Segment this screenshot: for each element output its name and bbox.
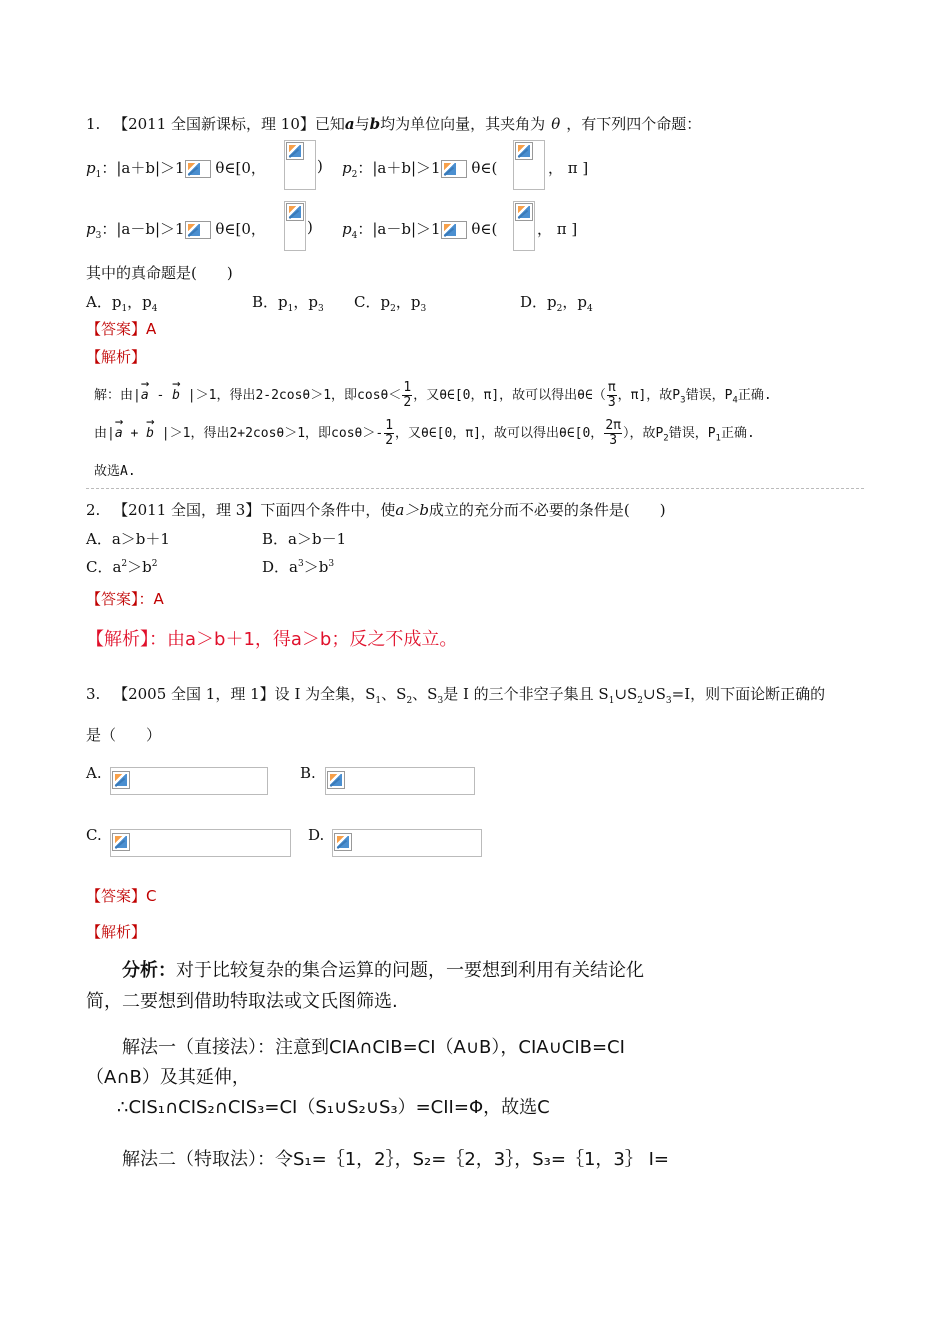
q3-analysis-line1: 分析：对于比较复杂的集合运算的问题，一要想到利用有关结论化 xyxy=(122,960,644,981)
broken-image-icon xyxy=(327,771,345,789)
q3-stem-line2: 是（ ） xyxy=(86,726,162,744)
q1-prop-p3: $p_3$：|a－b|＞1 θ∈[0， xyxy=(86,220,266,241)
q3-analysis-line2: 简，二要想到借助特取法或文氏图筛选. xyxy=(86,991,398,1012)
q3-option-d-image xyxy=(332,829,482,857)
q2-option-a: A．a＞b＋1 xyxy=(86,530,170,548)
broken-image-icon xyxy=(334,833,352,851)
q2-answer: 【答案】：A xyxy=(86,590,164,608)
divider xyxy=(86,488,864,489)
broken-image-icon xyxy=(185,221,211,239)
q1-solution-line3: 故选A. xyxy=(94,464,136,479)
q1-option-c: C．$p_2$，$p_3$ xyxy=(354,293,427,314)
q3-stem: 3. 【2005 全国 1，理 1】设 I 为全集，$S_1$、$S_2$、$S_3$是 I 的三个非空子集且 $S_1\cup S_2\cup S_3=I$，则下面论断正确的 xyxy=(86,685,826,706)
fraction: $\frac{2\pi}{3}$ xyxy=(605,418,621,448)
q3-method2-line1: 解法二（特取法）：令S₁=｛1，2｝，S₂=｛2，3｝，S₃=｛1，3｝ I= xyxy=(122,1149,669,1170)
fraction: $\frac{1}{2}$ xyxy=(403,380,412,410)
q3-option-a-label: A. xyxy=(86,764,102,782)
q1-p4-image-placeholder xyxy=(513,201,535,251)
q1-p3-image-placeholder xyxy=(284,201,306,251)
q2-option-d: D．$a^3>b^3$ xyxy=(262,558,335,576)
q3-analysis-label: 【解析】 xyxy=(86,923,147,941)
q3-option-b-image xyxy=(325,767,475,795)
broken-image-icon xyxy=(286,142,304,160)
q3-method1-line3: ∴CIS₁∩CIS₂∩CIS₃=CI（S₁∪S₂∪S₃）=CII=Φ，故选C xyxy=(117,1097,550,1118)
q1-p2-image-placeholder xyxy=(513,140,545,190)
q1-stem: 1. 【2011 全国新课标，理 10】已知a与b均为单位向量，其夹角为 θ ，有下列四个命题： xyxy=(86,115,702,133)
fraction: $\frac{1}{2}$ xyxy=(385,418,394,448)
q3-option-c-label: C. xyxy=(86,826,102,844)
broken-image-icon xyxy=(515,203,533,221)
q2-stem: 2. 【2011 全国，理 3】下面四个条件中，使a＞b成立的充分而不必要的条件是( ) xyxy=(86,501,666,519)
q1-prop-p2: $p_2$：|a＋b|＞1 θ∈( xyxy=(342,159,498,180)
q1-analysis-label: 【解析】 xyxy=(86,348,147,366)
q3-option-c-image xyxy=(110,829,291,857)
q1-option-a: A．$p_1$，$p_4$ xyxy=(86,293,158,314)
broken-image-icon xyxy=(441,221,467,239)
fraction: $\frac{\pi}{3}$ xyxy=(607,380,616,410)
q1-number: 1. xyxy=(86,115,101,133)
q1-p1-image-placeholder xyxy=(284,140,316,190)
q1-solution-line2: 由|→ a + → b |＞1，得出2+2cosθ＞1，即cosθ＞- $\frac{1}{2}$ ，又θ∈[0，π]，故可以得出θ∈[0， $\frac{2\pi}{3}$ ），故$P_2$错误，$P_1$正确. xyxy=(94,418,755,455)
q3-option-d-label: D. xyxy=(308,826,325,844)
q3-option-b-label: B. xyxy=(300,764,316,782)
q1-option-d: D．$p_2$，$p_4$ xyxy=(520,293,593,314)
q1-prop-p1: $p_1$：|a＋b|＞1 θ∈[0， xyxy=(86,159,266,180)
broken-image-icon xyxy=(112,771,130,789)
q3-option-a-image xyxy=(110,767,268,795)
broken-image-icon xyxy=(441,160,467,178)
q2-option-c: C．$a^2>b^2$ xyxy=(86,558,158,576)
q1-option-b: B．$p_1$，$p_3$ xyxy=(252,293,324,314)
q3-method1-line2: （A∩B）及其延伸， xyxy=(86,1067,250,1088)
broken-image-icon xyxy=(185,160,211,178)
broken-image-icon xyxy=(286,203,304,221)
q3-method1-line1: 解法一（直接法）：注意到CIA∩CIB=CI（A∪B），CIA∪CIB=CI xyxy=(122,1037,625,1058)
q1-question: 其中的真命题是( ) xyxy=(86,264,233,282)
q1-solution-line1: 解：由|→ a - → b |＞1，得出2-2cosθ＞1，即cosθ＜ $\frac{1}{2}$ ，又θ∈[0，π]，故可以得出θ∈（ $\frac{\pi}{3}$ ，π]，故$P_3$错误，$P_4$正确. xyxy=(94,380,772,417)
q1-source: 【2011 全国新课标，理 10】 xyxy=(113,115,315,133)
q2-option-b: B．a＞b－1 xyxy=(262,530,347,548)
broken-image-icon xyxy=(112,833,130,851)
q1-prop-p4: $p_4$：|a－b|＞1 θ∈( xyxy=(342,220,498,241)
broken-image-icon xyxy=(515,142,533,160)
q2-analysis: 【解析】：由a＞b＋1，得a＞b；反之不成立。 xyxy=(86,629,458,650)
q3-answer: 【答案】C xyxy=(86,887,157,905)
q1-answer: 【答案】A xyxy=(86,320,157,338)
